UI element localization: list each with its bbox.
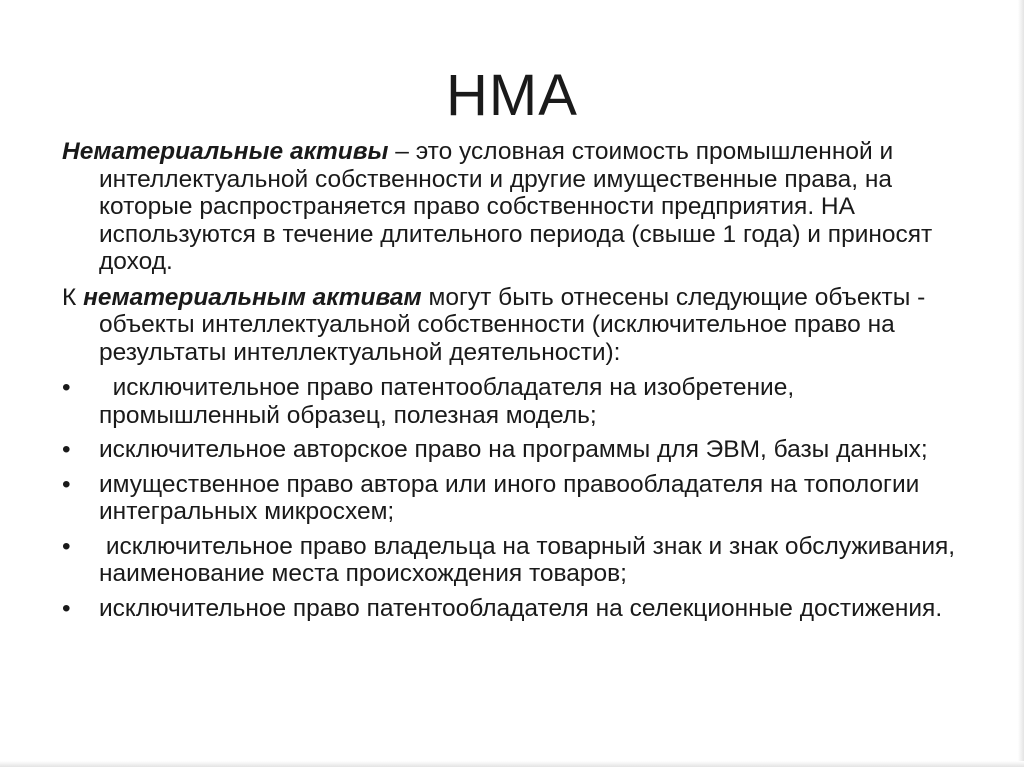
bullet-text: исключительное право патентообладателя на изобретение, промышленный образец, полезная модель; [99, 374, 801, 429]
bullet-dot-icon: • [62, 436, 71, 463]
intro-paragraph [62, 284, 962, 367]
bullet-dot-icon: • [62, 470, 71, 498]
definition-paragraph [62, 138, 962, 276]
intro-term: нематериальным активам [83, 283, 422, 311]
bullet-dot-icon: • [62, 594, 71, 622]
bullet-text: исключительное авторское право на программы для ЭВМ, базы данных; [99, 436, 928, 463]
list-item [62, 595, 962, 623]
definition-term: Нематериальные активы [62, 138, 389, 165]
list-item [62, 374, 962, 429]
list-item [62, 436, 962, 464]
bullet-text: исключительное право владельца на товарный знак и знак обслуживания, наименование места происхождения товаров; [99, 532, 962, 587]
bullet-list [62, 374, 962, 622]
list-item [62, 471, 962, 526]
definition-text: – это условная стоимость промышленной и интеллектуальной собственности и другие имущественные права, на которые распространяется право собственности предприятия. НА используются в течение длительного периода (свыше 1 года) и приносят доход. [99, 138, 933, 275]
bullet-dot-icon: • [62, 532, 71, 560]
intro-prefix: К [62, 283, 84, 311]
slide-title: НМА [446, 63, 578, 128]
bullet-dot-icon: • [62, 374, 71, 401]
slide-body [62, 138, 962, 629]
bullet-text: исключительное право патентообладателя на селекционные достижения. [99, 594, 943, 622]
slide-edge-shadow-bottom [0, 761, 1024, 767]
bullet-text: имущественное право автора или иного правообладателя на топологии интегральных микросхем; [99, 470, 920, 525]
intro-text: могут быть отнесены следующие объекты - объекты интеллектуальной собственности (исключительное право на результаты интеллектуальной деятельности): [99, 283, 926, 366]
list-item [62, 533, 962, 588]
